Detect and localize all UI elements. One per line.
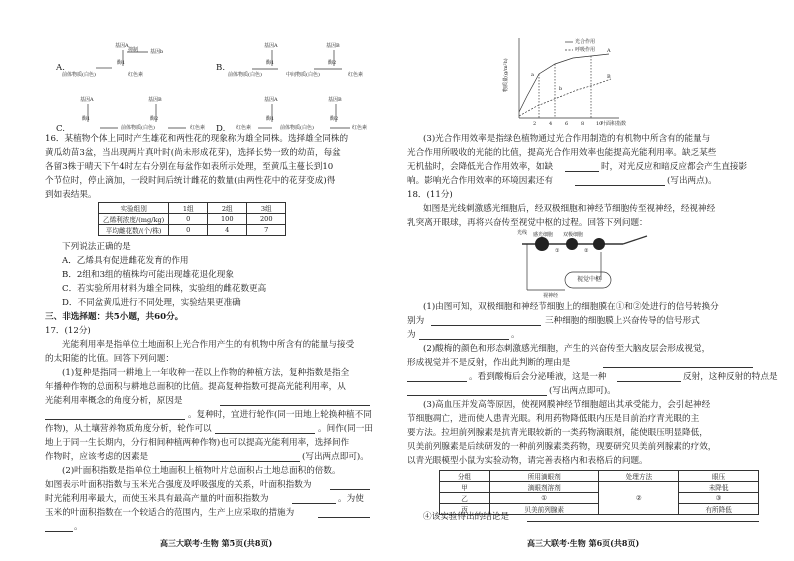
- point-A: A: [607, 48, 611, 54]
- ethylene-table: [98, 202, 286, 236]
- ganglion-cell: [593, 238, 605, 250]
- table-row: [99, 225, 286, 236]
- q18-part: 为: [407, 330, 416, 340]
- q16-option-d: D．不同盆黄瓜进行不同处理，实验结果更准确: [62, 298, 241, 308]
- q18-part: 要方法。拉坦前列腺素是抗青光眼较新的一类药物滴眼剂，能使眼压明显降低，: [407, 428, 708, 438]
- gene-a-label: 基因A: [264, 43, 278, 49]
- q18-line: 乳突离开眼球，再将兴奋传至视觉中枢的过程。回答下列问题：: [407, 218, 648, 228]
- answer-blank[interactable]: [407, 381, 467, 382]
- light-label: 光线: [517, 230, 528, 236]
- q17-line: 时光能利用率最大，而使玉米具有最高产量的叶面积指数为: [45, 494, 269, 504]
- table-cell: 实验组别: [99, 203, 169, 214]
- q16-line: 到如表结果。: [45, 190, 97, 200]
- table-header-row: [99, 203, 286, 214]
- x-tick: 2: [533, 121, 537, 127]
- bipolar-label: 双极细胞: [563, 232, 584, 238]
- table-cell: 1组: [169, 203, 208, 214]
- q17-line: 光能利用率概念的角度分析，原因是: [45, 396, 183, 406]
- q18-part: (写出两点即可)。: [549, 386, 616, 396]
- option-a-letter: A.: [56, 63, 65, 73]
- enzyme-1-label: 酶1: [266, 116, 275, 122]
- table-cell: 4: [208, 225, 247, 236]
- graph-legend-1: 光合作用: [575, 39, 596, 45]
- precursor-label: 前体物质(白色): [62, 72, 96, 78]
- answer-blank[interactable]: [292, 503, 336, 504]
- option-c-letter: C.: [56, 124, 66, 134]
- product-label: 红色素: [190, 125, 206, 131]
- q17-3-line: 时，对光反应和暗反应都会产生直接影: [601, 162, 748, 172]
- q17-3-line: 无机盐时，会降低光合作用效率，如缺: [407, 162, 554, 172]
- table-cell: 2组: [208, 203, 247, 214]
- table-cell: 200: [247, 214, 286, 225]
- q18-part: 形成视觉并不是反射，作出此判断的理由是: [407, 358, 571, 368]
- q16-line: 16．某植物个体上同时产生雄花和两性花的现象称为雄全同株。选择雄全同株的: [45, 134, 349, 144]
- q17-line: 作物时，应该考虑的因素是: [45, 452, 149, 462]
- answer-blank[interactable]: [160, 461, 300, 462]
- table-cell: 有所降低: [679, 504, 759, 515]
- table-row: [440, 482, 759, 493]
- gene-a-label: 基因A: [80, 97, 94, 103]
- q17-line: (2)叶面积指数是指单位土地面积上植物叶片总面积占土地总面积的倍数。: [62, 466, 341, 476]
- q16-option-c: C．若实验所用材料为雄全同株，实验组的雌花数更高: [62, 284, 267, 294]
- answer-blank[interactable]: [617, 381, 681, 382]
- page-footer: 高三大联考·生物 第6页(共8页): [527, 538, 640, 548]
- answer-blank[interactable]: [318, 517, 370, 518]
- answer-blank[interactable]: [45, 419, 185, 420]
- bipolar-cell: [566, 238, 578, 250]
- q17-line: 。间作(同一田: [318, 424, 373, 434]
- x-tick: 8: [581, 121, 585, 127]
- table-cell: 100: [208, 214, 247, 225]
- answer-blank[interactable]: [419, 339, 509, 340]
- table-header-row: [440, 471, 759, 482]
- table-cell: 眼压: [679, 471, 759, 482]
- q16-option-b: B．2组和3组的植株均可能出现雄花退化现象: [62, 270, 234, 280]
- circle-1-label: ①: [555, 248, 560, 254]
- q18-part: 三种细胞的细胞膜上兴奋传导的信号形式: [545, 316, 700, 326]
- middle-label: 前体物质(白色): [280, 125, 314, 131]
- answer-blank[interactable]: [330, 489, 370, 490]
- gene-b-label: 基因B: [326, 43, 340, 49]
- q17-line: 光能利用率是指单位土地面积上光合作用产生的有机物中所含有的能量与接受: [62, 340, 355, 350]
- q17-line: 地上于同一生长期内，分行相间种植两种作物)也可以提高光能利用率，选择间作: [45, 438, 350, 448]
- enzyme-2-label: 酶2: [328, 60, 337, 66]
- q18-part: 节细胞凋亡，进而使人患青光眼。利用药物降低眼内压是目前治疗青光眼的主: [407, 414, 700, 424]
- q17-line: 的太阳能的比值。回答下列问题：: [45, 354, 174, 364]
- table-cell: 乙: [440, 493, 490, 504]
- option-b-letter: B.: [216, 63, 226, 73]
- q17-line: 。为使: [338, 494, 364, 504]
- table-cell: ②: [599, 482, 679, 515]
- q16-line: 个节位时，停止滴加，一段时间后统计雌花的数量(由两性花中的花芽变成)得: [45, 176, 336, 186]
- point-b: b: [559, 86, 563, 92]
- q16-line: 各留3株于晴天下午4时左右分别在每盆作如表所示处理，至黄瓜主蔓长到10: [45, 162, 334, 172]
- q18-part: 。: [511, 330, 520, 340]
- gene-b-label: 基因B: [148, 97, 162, 103]
- q16-option-a: A．乙烯具有促进雌花发育的作用: [62, 256, 189, 266]
- visual-center-label: 视觉中枢: [577, 276, 602, 283]
- table-cell: 3组: [247, 203, 286, 214]
- precursor-label: 前体物质(白色): [121, 125, 155, 131]
- option-d-letter: D.: [216, 124, 226, 134]
- enzyme-2-label: 酶2: [330, 116, 339, 122]
- q18-part: 别为: [407, 316, 425, 326]
- table-cell: 处理方法: [599, 471, 679, 482]
- table-cell: 平均雌花数/(个/株): [99, 225, 169, 236]
- graph-legend-2: 呼吸作用: [575, 47, 596, 53]
- product-1-label: 红色素: [236, 125, 252, 131]
- answer-blank[interactable]: [220, 405, 370, 406]
- table-cell: 丙: [440, 504, 490, 515]
- optic-nerve-label: 视神经: [543, 293, 559, 299]
- graph-xlabel: 叶面积指数: [601, 121, 627, 127]
- product-label: 红色素: [128, 72, 144, 78]
- table-cell: 分组: [440, 471, 490, 482]
- gene-b-label: 基因b: [150, 49, 164, 55]
- q17-line: 。复种时，宜进行轮作(同一田地上轮换种植不同: [188, 410, 372, 420]
- gene-a-label: 基因A: [264, 97, 278, 103]
- graph-ylabel: 物质量(g/m²h): [503, 58, 509, 92]
- right-page: [397, 0, 794, 561]
- q18-part: 贝美前列腺素是后续研发的一种前列腺素类药物，现要研究贝美前列腺素的疗效，: [407, 442, 717, 452]
- point-B: B: [607, 74, 611, 80]
- q18-line: 如图是光线刺激感光细胞后，经双极细胞和神经节细胞传至视神经，经视神经: [423, 204, 716, 214]
- q16-line: 黄瓜幼苗3盆，当出现两片真叶时(尚未形成花芽)，选择长势一致的幼苗，每盆: [45, 148, 341, 158]
- table-cell: 所用滴眼剂: [490, 471, 599, 482]
- circle-2-label: ②: [584, 248, 589, 254]
- q17-line: 作物)，从土壤营养物质角度分析，轮作可以: [45, 424, 212, 434]
- gene-b-label: 基因B: [328, 97, 342, 103]
- drug-table: [439, 470, 759, 515]
- photoreceptor-cell: [535, 237, 549, 251]
- table-cell: 0: [169, 214, 208, 225]
- q18-last: ④该实验得出的结论是: [423, 512, 509, 522]
- table-row: [99, 214, 286, 225]
- q17-line: 如图表示叶面积指数与玉米光合强度及呼吸强度的关系，叶面积指数为: [45, 480, 312, 490]
- table-cell: 未降低: [679, 482, 759, 493]
- table-cell: 0: [169, 225, 208, 236]
- q17-line: 。: [74, 522, 83, 532]
- answer-blank[interactable]: [603, 367, 753, 368]
- table-cell: 甲: [440, 482, 490, 493]
- table-cell: 贝美前列腺素: [490, 504, 599, 515]
- q17-line: 玉米的叶面积指数在一个较适合的范围内，生产上应采取的措施为: [45, 508, 295, 518]
- point-a: a: [531, 72, 534, 78]
- table-cell: 乙烯利浓度/(mg/kg): [99, 214, 169, 225]
- q18-part: 反射，这种反射的特点是: [683, 372, 778, 382]
- q17-title: 17．(12分): [45, 326, 91, 336]
- q18-title: 18．(11分): [407, 190, 453, 200]
- table-cell: 7: [247, 225, 286, 236]
- inhibit-label: 抑制: [128, 47, 139, 53]
- answer-blank[interactable]: [431, 325, 541, 326]
- q18-part: 。看到酸梅后会分泌唾液，这是一种: [469, 372, 607, 382]
- enzyme-1-label: 酶1: [266, 60, 275, 66]
- q16-stem: 下列说法正确的是: [62, 242, 131, 252]
- enzyme-label: 酶1: [117, 60, 126, 66]
- answer-blank[interactable]: [45, 531, 73, 532]
- answer-blank[interactable]: [407, 395, 547, 396]
- enzyme-1-label: 酶1: [82, 116, 91, 122]
- q17-3-line: (写出两点)。: [667, 176, 717, 186]
- product-2-label: 红色素: [352, 125, 368, 131]
- q17-3-line: (3)光合作用效率是指绿色植物通过光合作用制造的有机物中所含有的能量与: [423, 134, 711, 144]
- page-footer: 高三大联考·生物 第5页(共8页): [160, 538, 273, 548]
- answer-blank[interactable]: [527, 521, 759, 522]
- q18-part: (1)由图可知，双极细胞和神经节细胞上的细胞膜在①和②处进行的信号转换分: [423, 302, 719, 312]
- q18-part: (2)酸梅的颜色和形态刺激感光细胞，产生的兴奋传至大脑皮层会形成视觉，: [423, 344, 711, 354]
- table-cell: ①: [490, 493, 599, 504]
- q17-3-line: 响。影响光合作用效率的环境因素还有: [407, 176, 554, 186]
- x-tick: 6: [565, 121, 569, 127]
- q17-3-line: 光合作用所吸收的光能的比值，提高光合作用效率也能提高光能利用率。缺乏某些: [407, 148, 717, 158]
- precursor-label: 前体物质(白色): [228, 72, 262, 78]
- photoreceptor-label: 感光细胞: [533, 232, 554, 238]
- section-heading: 三、非选择题：共5小题，共60分。: [45, 312, 184, 322]
- middle-label: 中间物质(白色): [286, 72, 320, 78]
- q17-line: (1)复种是指同一耕地上一年收种一茬以上作物的种植方法，复种指数是指全: [62, 368, 350, 378]
- x-tick: 4: [549, 121, 553, 127]
- q17-line: 年播种作物的总面积与耕地总面积的比值。提高复种指数可提高光能利用率，从: [45, 382, 346, 392]
- enzyme-2-label: 酶2: [150, 116, 159, 122]
- q17-line: (写出两点即可)。: [302, 452, 369, 462]
- x-tick: 10: [596, 121, 603, 127]
- product-label: 红色素: [348, 72, 364, 78]
- gene-a-label: 基因A: [115, 43, 129, 49]
- q18-part: 以青光眼模型小鼠为实验动物，请完善表格内和表格后的问题。: [407, 456, 648, 466]
- table-cell: ③: [679, 493, 759, 504]
- answer-blank[interactable]: [215, 433, 315, 434]
- q18-part: (3)高血压并发高等原因，使视网膜神经节细胞超出其承受能力，会引起神经: [423, 400, 711, 410]
- table-cell: 滴眼剂溶剂: [490, 482, 599, 493]
